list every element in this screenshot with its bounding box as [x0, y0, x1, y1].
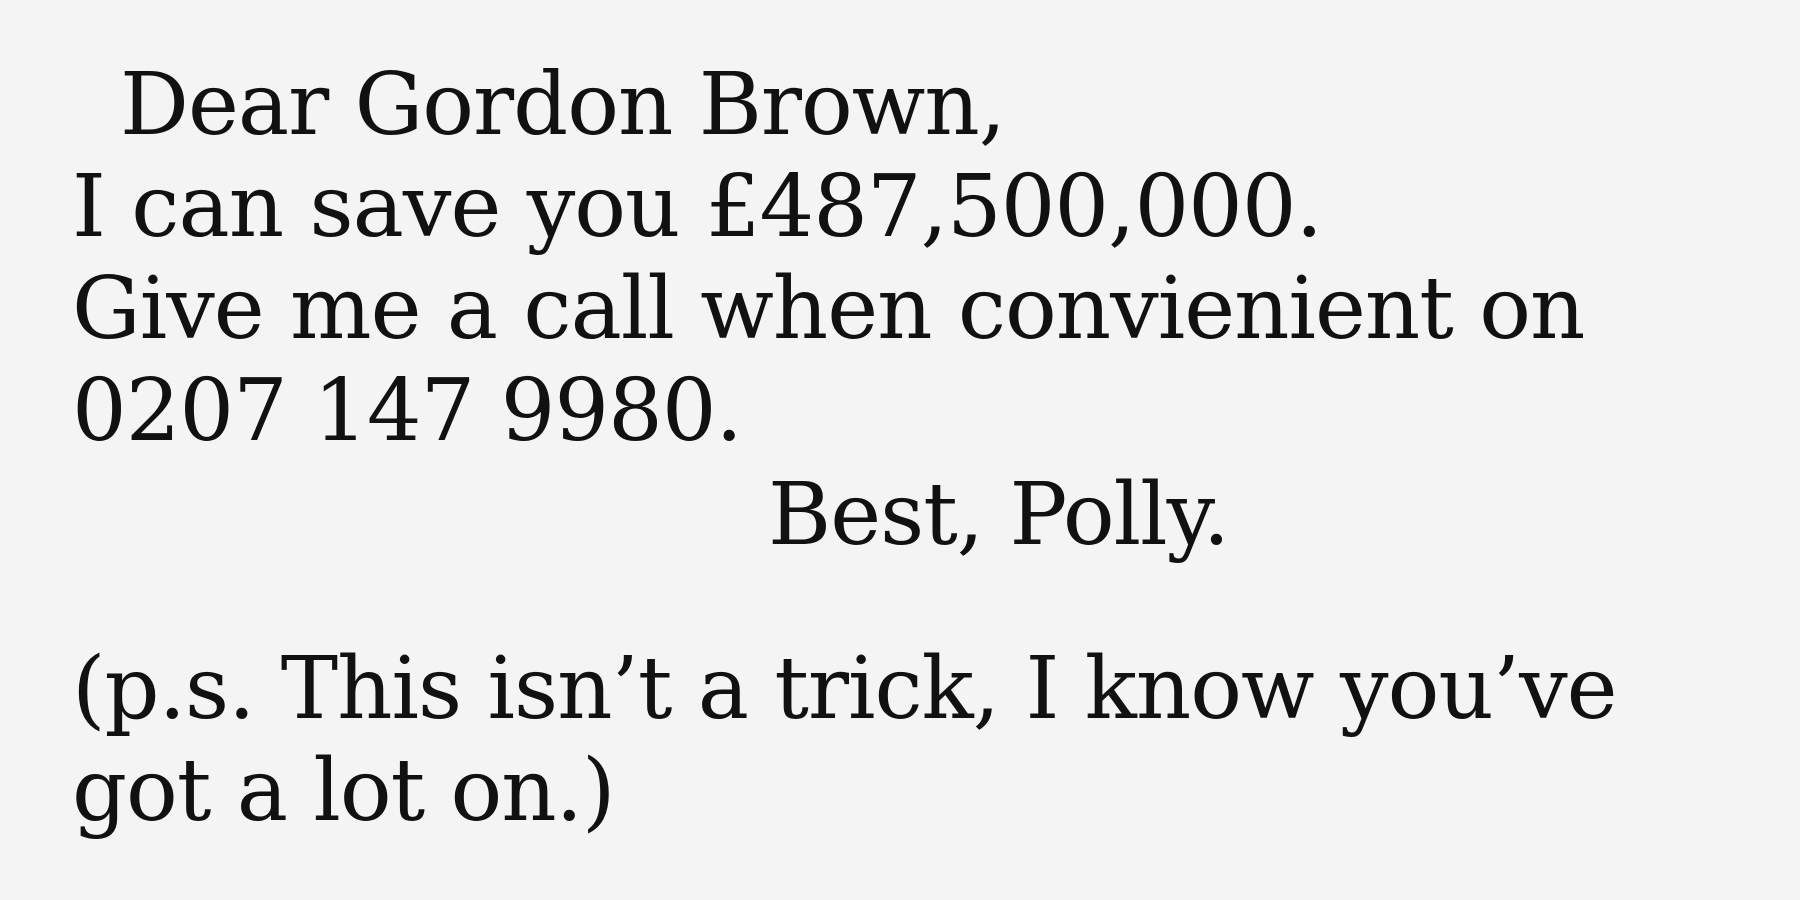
letter-savings-line: I can save you £487,500,000.: [72, 157, 1322, 257]
letter-signoff: Best, Polly.: [768, 465, 1230, 565]
postscript-line-1: (p.s. This isn’t a trick, I know you’ve: [72, 639, 1617, 739]
letter-call-line: Give me a call when convienient on: [72, 259, 1585, 359]
letter-phone-number: 0207 147 9980.: [72, 361, 742, 461]
letter-greeting: Dear Gordon Brown,: [120, 55, 1006, 155]
postscript-line-2: got a lot on.): [72, 741, 615, 841]
